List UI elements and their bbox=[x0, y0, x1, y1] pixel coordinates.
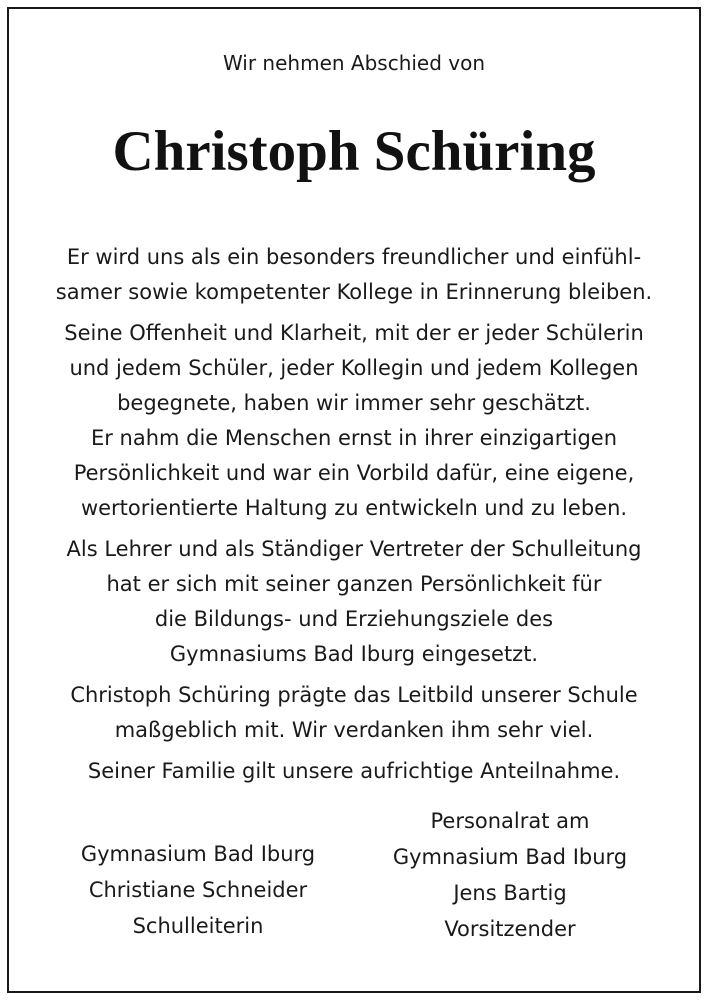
paragraph-2-line-2: und jedem Schüler, jeder Kollegin und jedem Kollegen bbox=[69, 356, 639, 380]
signature-left-line-2: Christiane Schneider bbox=[88, 878, 308, 902]
signature-left bbox=[48, 836, 348, 944]
deceased-name: Christoph Schüring bbox=[112, 120, 596, 183]
signature-right bbox=[360, 803, 660, 947]
paragraph-4-line-2: maßgeblich mit. Wir verdanken ihm sehr viel. bbox=[114, 718, 594, 742]
paragraph-3-line-4: Gymnasiums Bad Iburg eingesetzt. bbox=[169, 642, 539, 666]
paragraph-1-line-1: Er wird uns als ein besonders freundlicher und einfühl- bbox=[66, 245, 642, 269]
paragraph-2-line-3: begegnete, haben wir immer sehr geschätzt. bbox=[117, 391, 591, 415]
signature-right-line-4: Vorsitzender bbox=[444, 917, 576, 941]
paragraph-2-line-6: wertorientierte Haltung zu entwickeln und zu leben. bbox=[80, 496, 628, 520]
paragraph-2-line-5: Persönlichkeit und war ein Vorbild dafür, eine eigene, bbox=[73, 461, 635, 485]
signature-left-line-3: Schulleiterin bbox=[132, 914, 264, 938]
paragraph-5-line-1: Seiner Familie gilt unsere aufrichtige Anteilnahme. bbox=[87, 759, 621, 783]
paragraph-2-line-4: Er nahm die Menschen ernst in ihrer einzigartigen bbox=[90, 426, 618, 450]
signature-right-line-2: Gymnasium Bad Iburg bbox=[392, 845, 628, 869]
paragraph-2-line-1: Seine Offenheit und Klarheit, mit der er jeder Schülerin bbox=[64, 321, 644, 345]
intro-line: Wir nehmen Abschied von bbox=[222, 51, 486, 75]
signature-right-line-1: Personalrat am bbox=[430, 809, 590, 833]
paragraph-3-line-2: hat er sich mit seiner ganzen Persönlichkeit für bbox=[106, 572, 602, 596]
paragraph-4-line-1: Christoph Schüring prägte das Leitbild unserer Schule bbox=[70, 683, 638, 707]
paragraph-3-line-1: Als Lehrer und als Ständiger Vertreter der Schulleitung bbox=[66, 537, 642, 561]
paragraph-3-line-3: die Bildungs- und Erziehungsziele des bbox=[154, 607, 554, 631]
paragraph-1-line-2: samer sowie kompetenter Kollege in Erinnerung bleiben. bbox=[55, 280, 653, 304]
signature-right-line-3: Jens Bartig bbox=[453, 881, 567, 905]
signature-left-line-1: Gymnasium Bad Iburg bbox=[80, 842, 316, 866]
